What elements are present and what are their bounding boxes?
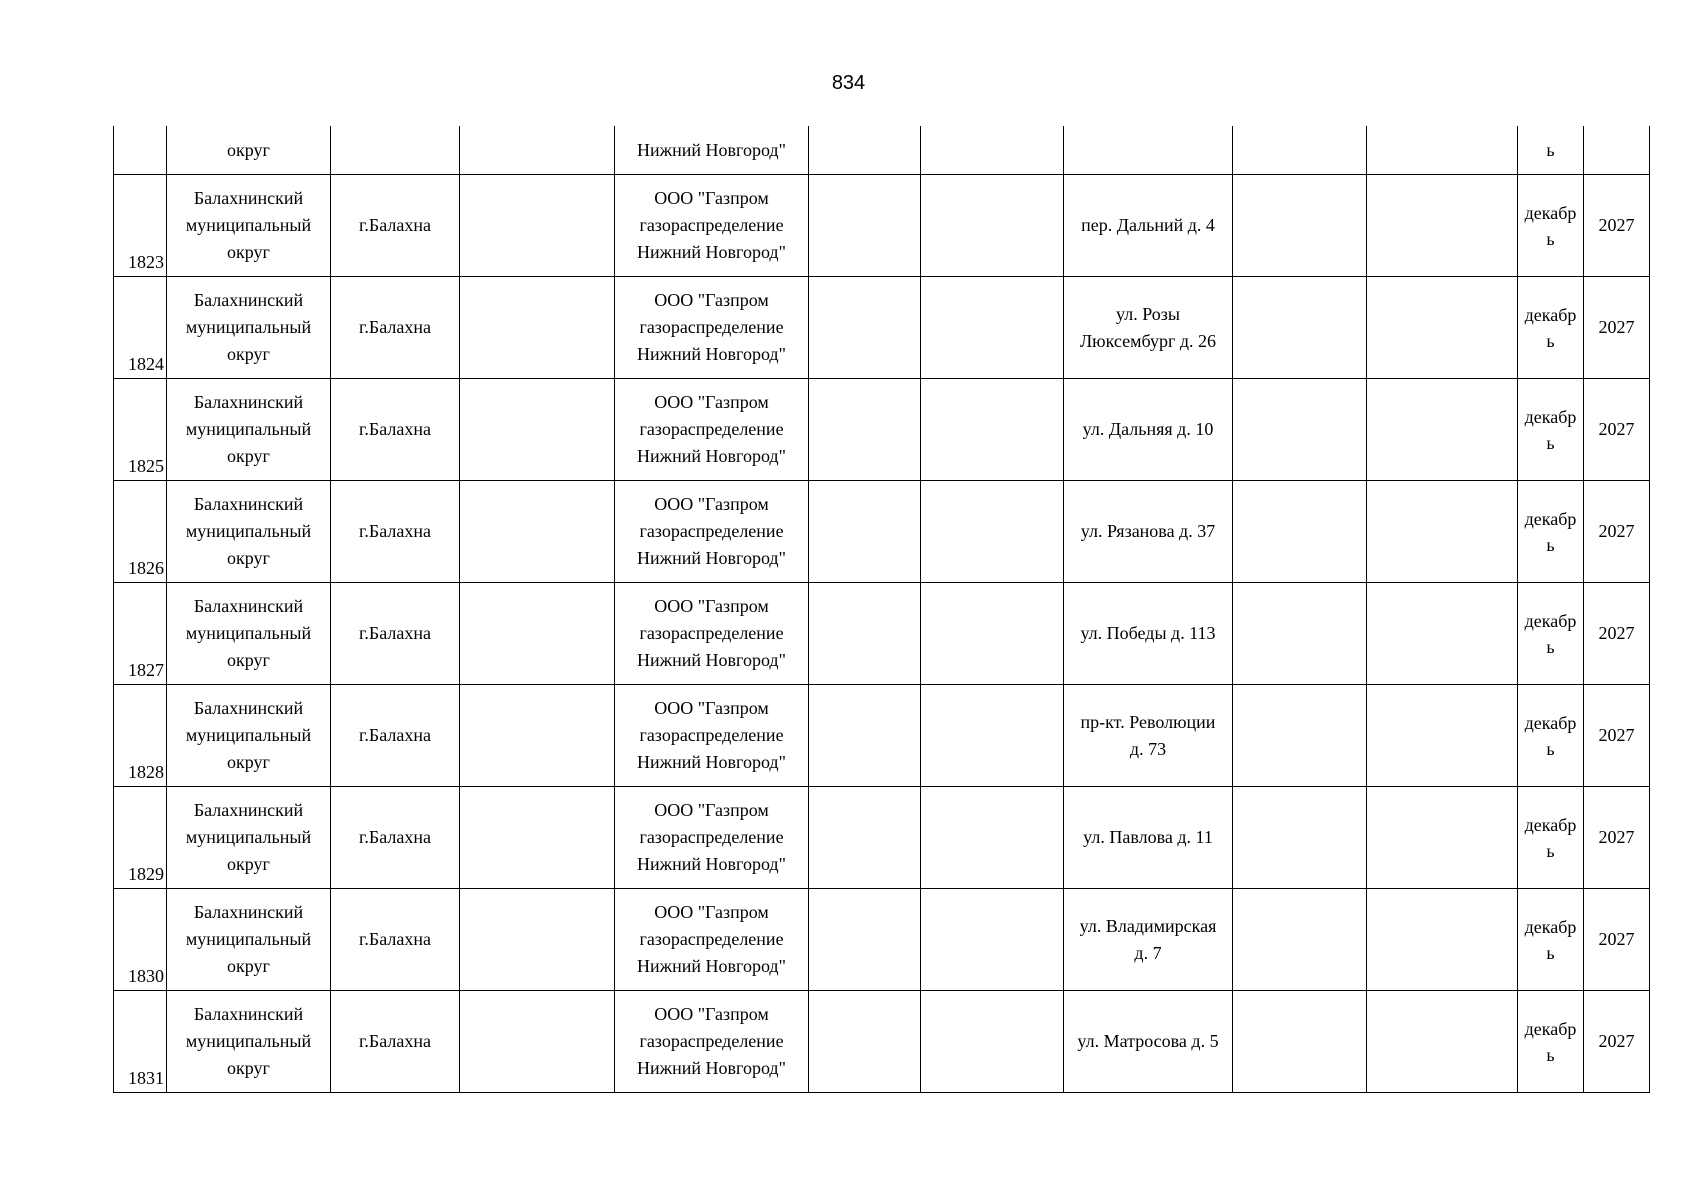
cell-empty-1 [460,175,615,277]
cell-empty-4 [1233,991,1367,1093]
table-body [114,126,1650,1093]
cell-empty-3 [921,379,1064,481]
cell-num: 1829 [114,787,167,889]
cell-empty-1 [460,481,615,583]
cell-address: пер. Дальний д. 4 [1064,175,1233,277]
cell-locality: г.Балахна [331,685,460,787]
cell-empty-3 [921,583,1064,685]
cell-empty-5 [1367,787,1518,889]
cell-empty-2 [809,583,921,685]
cell-year: 2027 [1584,481,1650,583]
cell-empty-4 [1233,787,1367,889]
cell-empty-3 [921,126,1064,175]
cell-empty-5 [1367,583,1518,685]
cell-empty-3 [921,481,1064,583]
cell-empty-5 [1367,889,1518,991]
cell-empty-3 [921,685,1064,787]
cell-empty-2 [809,175,921,277]
cell-empty-4 [1233,175,1367,277]
cell-address: ул. Владимирская д. 7 [1064,889,1233,991]
cell-empty-3 [921,889,1064,991]
cell-empty-5 [1367,175,1518,277]
cell-address: ул. Дальняя д. 10 [1064,379,1233,481]
table-row [114,175,1650,277]
cell-district: Балахнинский муниципальный округ [167,991,331,1093]
cell-num: 1824 [114,277,167,379]
cell-organization: ООО "Газпром газораспределение Нижний Новгород" [615,991,809,1093]
cell-district: Балахнинский муниципальный округ [167,379,331,481]
cell-year: 2027 [1584,583,1650,685]
cell-locality: г.Балахна [331,889,460,991]
cell-month: декабр ь [1518,583,1584,685]
cell-organization: ООО "Газпром газораспределение Нижний Новгород" [615,787,809,889]
cell-district: округ [167,126,331,175]
cell-year: 2027 [1584,787,1650,889]
cell-district: Балахнинский муниципальный округ [167,175,331,277]
cell-empty-3 [921,277,1064,379]
table-row [114,889,1650,991]
cell-empty-4 [1233,685,1367,787]
cell-empty-2 [809,991,921,1093]
cell-locality: г.Балахна [331,787,460,889]
cell-organization: ООО "Газпром газораспределение Нижний Новгород" [615,175,809,277]
cell-empty-5 [1367,277,1518,379]
table-row [114,277,1650,379]
cell-address: ул. Рязанова д. 37 [1064,481,1233,583]
table-row [114,991,1650,1093]
cell-empty-2 [809,379,921,481]
cell-locality [331,126,460,175]
cell-empty-5 [1367,991,1518,1093]
cell-address: ул. Матросова д. 5 [1064,991,1233,1093]
cell-empty-1 [460,787,615,889]
cell-month: декабр ь [1518,991,1584,1093]
cell-month: декабр ь [1518,889,1584,991]
cell-num [114,126,167,175]
cell-empty-2 [809,889,921,991]
cell-empty-4 [1233,126,1367,175]
table-row [114,481,1650,583]
cell-num: 1826 [114,481,167,583]
cell-year [1584,126,1650,175]
cell-month: декабр ь [1518,481,1584,583]
cell-year: 2027 [1584,277,1650,379]
cell-district: Балахнинский муниципальный округ [167,277,331,379]
cell-locality: г.Балахна [331,991,460,1093]
cell-month: ь [1518,126,1584,175]
cell-empty-2 [809,481,921,583]
cell-organization: ООО "Газпром газораспределение Нижний Новгород" [615,583,809,685]
cell-organization: ООО "Газпром газораспределение Нижний Новгород" [615,277,809,379]
cell-district: Балахнинский муниципальный округ [167,481,331,583]
cell-empty-1 [460,583,615,685]
table-row-continued [114,126,1650,175]
cell-year: 2027 [1584,175,1650,277]
cell-address: пр-кт. Революции д. 73 [1064,685,1233,787]
cell-locality: г.Балахна [331,481,460,583]
cell-organization: ООО "Газпром газораспределение Нижний Новгород" [615,481,809,583]
cell-empty-5 [1367,685,1518,787]
cell-address: ул. Павлова д. 11 [1064,787,1233,889]
cell-month: декабр ь [1518,277,1584,379]
cell-empty-1 [460,126,615,175]
cell-year: 2027 [1584,685,1650,787]
cell-year: 2027 [1584,889,1650,991]
cell-empty-1 [460,379,615,481]
cell-empty-3 [921,991,1064,1093]
cell-empty-2 [809,126,921,175]
cell-district: Балахнинский муниципальный округ [167,787,331,889]
cell-year: 2027 [1584,991,1650,1093]
cell-empty-3 [921,787,1064,889]
cell-empty-3 [921,175,1064,277]
cell-locality: г.Балахна [331,379,460,481]
cell-empty-4 [1233,481,1367,583]
table-row [114,583,1650,685]
cell-num: 1830 [114,889,167,991]
cell-empty-4 [1233,379,1367,481]
cell-num: 1827 [114,583,167,685]
cell-empty-4 [1233,277,1367,379]
cell-year: 2027 [1584,379,1650,481]
cell-locality: г.Балахна [331,175,460,277]
cell-num: 1831 [114,991,167,1093]
cell-empty-5 [1367,481,1518,583]
cell-num: 1825 [114,379,167,481]
cell-month: декабр ь [1518,787,1584,889]
cell-district: Балахнинский муниципальный округ [167,685,331,787]
cell-address: ул. Победы д. 113 [1064,583,1233,685]
cell-empty-1 [460,685,615,787]
cell-locality: г.Балахна [331,583,460,685]
cell-num: 1823 [114,175,167,277]
cell-empty-1 [460,991,615,1093]
cell-month: декабр ь [1518,175,1584,277]
cell-empty-1 [460,277,615,379]
cell-month: декабр ь [1518,685,1584,787]
cell-address: ул. Розы Люксембург д. 26 [1064,277,1233,379]
cell-empty-2 [809,787,921,889]
cell-month: декабр ь [1518,379,1584,481]
page-number: 834 [831,72,866,94]
cell-district: Балахнинский муниципальный округ [167,889,331,991]
cell-empty-5 [1367,126,1518,175]
cell-empty-2 [809,685,921,787]
cell-num: 1828 [114,685,167,787]
cell-district: Балахнинский муниципальный округ [167,583,331,685]
table-row [114,787,1650,889]
table-row [114,379,1650,481]
cell-organization: Нижний Новгород" [615,126,809,175]
cell-empty-4 [1233,583,1367,685]
cell-empty-1 [460,889,615,991]
cell-empty-4 [1233,889,1367,991]
cell-empty-2 [809,277,921,379]
cell-address [1064,126,1233,175]
registry-table [113,126,1650,1093]
cell-organization: ООО "Газпром газораспределение Нижний Новгород" [615,379,809,481]
cell-organization: ООО "Газпром газораспределение Нижний Новгород" [615,889,809,991]
cell-empty-5 [1367,379,1518,481]
cell-locality: г.Балахна [331,277,460,379]
table-row [114,685,1650,787]
cell-organization: ООО "Газпром газораспределение Нижний Новгород" [615,685,809,787]
